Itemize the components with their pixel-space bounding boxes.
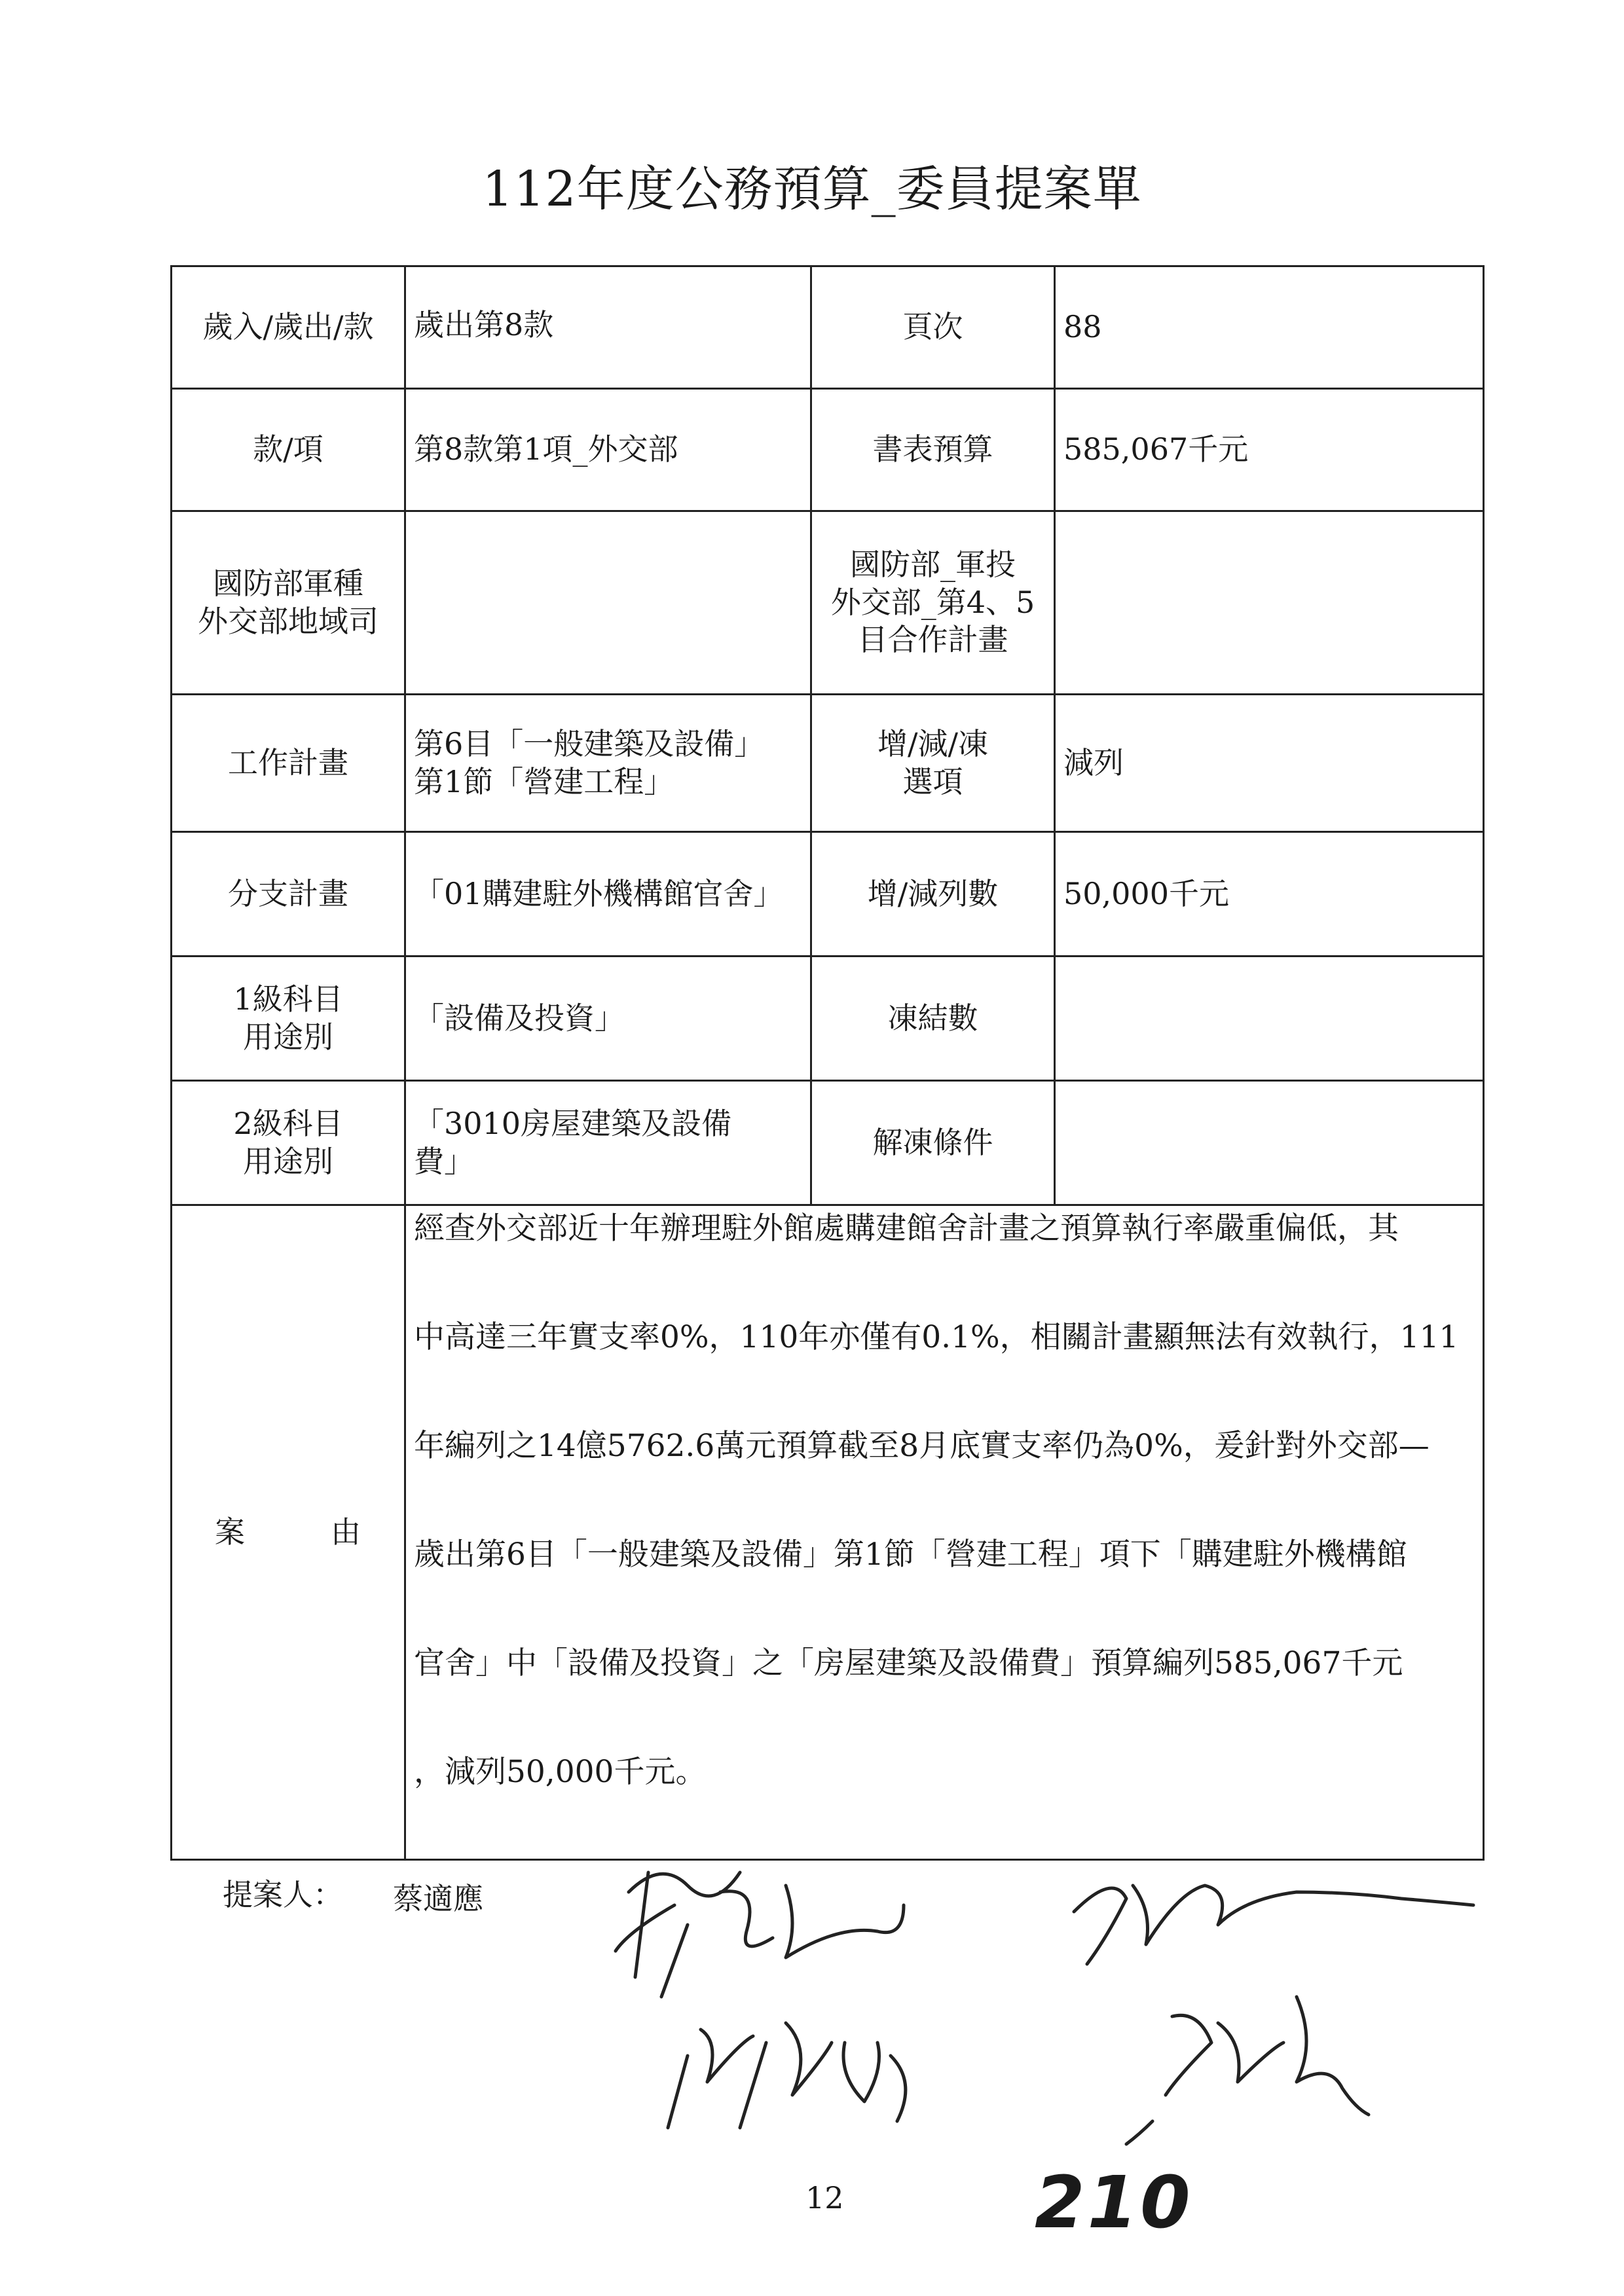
- row-label: 頁次: [811, 266, 1055, 389]
- row-value: 585,067千元: [1055, 389, 1484, 511]
- form-row-branch-plan: [172, 832, 1484, 957]
- row-label: 歲入/歲出/款: [172, 266, 405, 389]
- row-value: 歲出第8款: [405, 266, 811, 389]
- row-value: 「01購建駐外機構館官舍」: [405, 832, 811, 957]
- page-number: 12: [805, 2180, 844, 2215]
- reason-line: 中高達三年實支率0%，110年亦僅有0.1%，相關計畫顯無法有效執行，111: [414, 1319, 1459, 1355]
- row-label: 2級科目 用途別: [172, 1081, 405, 1205]
- row-label: 分支計畫: [172, 832, 405, 957]
- proposer-label: 提案人：: [223, 1877, 343, 1912]
- row-label: 國防部軍種 外交部地域司: [172, 511, 405, 695]
- form-row-reason: [172, 1205, 1484, 1860]
- row-value: 「3010房屋建築及設備 費」: [405, 1081, 811, 1205]
- row-value: [1055, 1081, 1484, 1205]
- row-value: 第6目「一般建築及設備」 第1節「營建工程」: [405, 695, 811, 832]
- reason-line: 官舍」中「設備及投資」之「房屋建築及設備費」預算編列585,067千元: [414, 1645, 1403, 1681]
- row-label: 1級科目 用途別: [172, 957, 405, 1081]
- reason-text: [405, 1205, 1484, 1860]
- proposer-name: 蔡適應: [393, 1881, 483, 1916]
- row-label: 解凍條件: [811, 1081, 1055, 1205]
- handwritten-page-number: 210: [1035, 2160, 1193, 2244]
- reason-label: [172, 1205, 405, 1860]
- form-row-work-plan: [172, 695, 1484, 832]
- row-value: 88: [1055, 266, 1484, 389]
- row-value: [1055, 957, 1484, 1081]
- handwritten-signatures: [589, 1846, 1506, 2147]
- row-label: 凍結數: [811, 957, 1055, 1081]
- row-value: 「設備及投資」: [405, 957, 811, 1081]
- reason-label-char: 案: [215, 1514, 246, 1550]
- document-title: 112年度公務預算_委員提案單: [482, 161, 1142, 217]
- form-row-section: [172, 389, 1484, 511]
- form-row-level2-use: [172, 1081, 1484, 1205]
- reason-line: 歲出第6目「一般建築及設備」第1節「營建工程」項下「購建駐外機構館: [414, 1537, 1407, 1573]
- reason-line: ，減列50,000千元。: [414, 1754, 707, 1790]
- row-value: 減列: [1055, 695, 1484, 832]
- form-row-budget-type: [172, 266, 1484, 389]
- row-label: 增/減/凍 選項: [811, 695, 1055, 832]
- reason-line: 經查外交部近十年辦理駐外館處購建館舍計畫之預算執行率嚴重偏低，其: [414, 1211, 1399, 1247]
- reason-label-char: 由: [331, 1514, 361, 1550]
- row-value: [1055, 511, 1484, 695]
- row-value: 50,000千元: [1055, 832, 1484, 957]
- row-label: 增/減列數: [811, 832, 1055, 957]
- reason-line: 年編列之14億5762.6萬元預算截至8月底實支率仍為0%，爰針對外交部—: [414, 1428, 1430, 1464]
- row-label: 國防部_軍投 外交部_第4、5 目合作計畫: [811, 511, 1055, 695]
- row-value: [405, 511, 811, 695]
- form-row-level1-use: [172, 957, 1484, 1081]
- row-label: 款/項: [172, 389, 405, 511]
- row-label: 工作計畫: [172, 695, 405, 832]
- proposal-form-table: [170, 265, 1485, 1861]
- row-label: 書表預算: [811, 389, 1055, 511]
- row-value: 第8款第1項_外交部: [405, 389, 811, 511]
- form-row-department: [172, 511, 1484, 695]
